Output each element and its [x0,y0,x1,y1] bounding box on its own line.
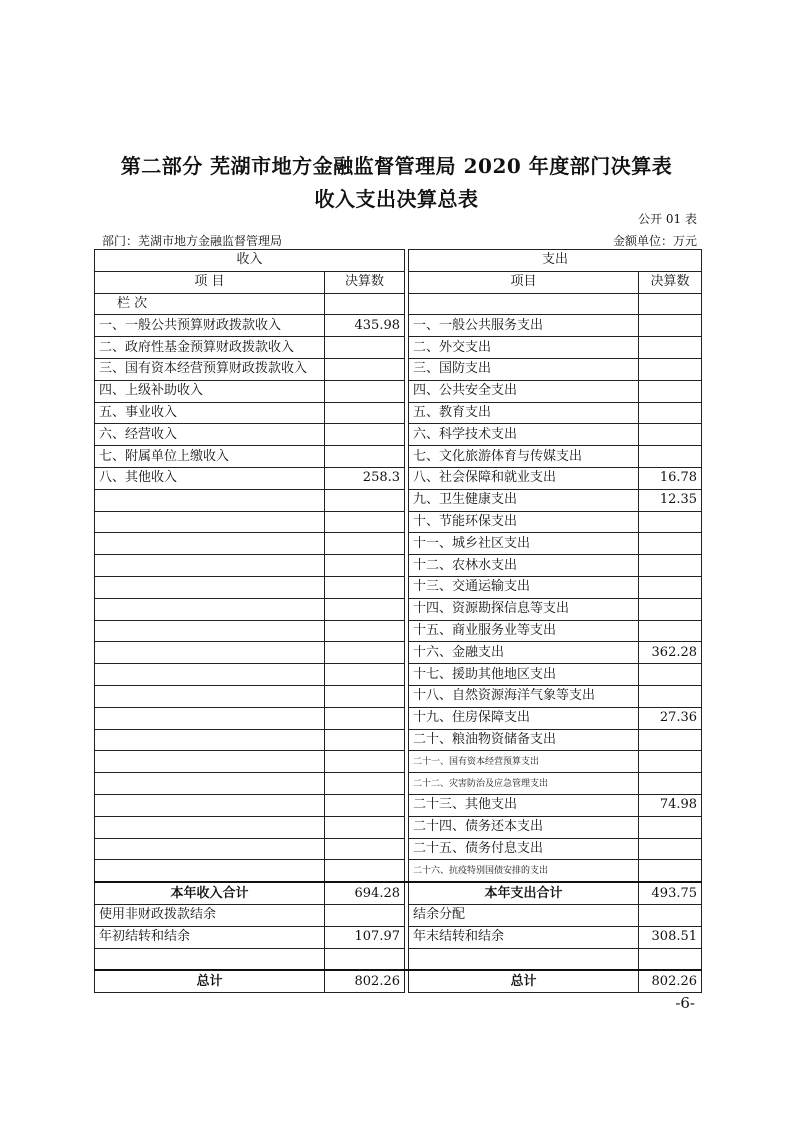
expense-item-cell: 十九、住房保障支出 [409,707,639,729]
income-amount-cell [325,489,405,511]
year-total-row [95,882,702,904]
expense-item-cell: 十、节能环保支出 [409,511,639,533]
expense-item-cell: 二十六、抗疫特别国债安排的支出 [409,860,639,882]
income-item-cell [95,642,325,664]
expense-amount-cell [639,816,702,838]
expense-item-cell: 二十四、债务还本支出 [409,816,639,838]
table-row [95,664,702,686]
table-row [95,729,702,751]
expense-amount-cell [639,904,702,926]
column-index-cell [639,293,702,315]
income-amount-cell [325,773,405,795]
income-amount-cell [325,838,405,860]
expense-item-cell: 本年支出合计 [409,882,639,904]
income-item-cell: 八、其他收入 [95,467,325,489]
table-title: 收入支出决算总表 [314,187,479,211]
income-item-cell [95,511,325,533]
expense-amount-cell: 802.26 [639,970,702,992]
table-row [95,315,702,337]
expense-item-cell: 五、教育支出 [409,402,639,424]
expense-item-cell: 十七、援助其他地区支出 [409,664,639,686]
expense-amount-cell: 362.28 [639,642,702,664]
unit-label: 金额单位：万元 [612,234,697,248]
income-item-cell: 二、政府性基金预算财政拨款收入 [95,337,325,359]
income-amount-cell: 258.3 [325,467,405,489]
expense-item-cell: 十六、金融支出 [409,642,639,664]
table-row [95,402,702,424]
expense-item-cell: 二十二、灾害防治及应急管理支出 [409,773,639,795]
income-amount-cell [325,555,405,577]
expense-header: 支出 [409,250,702,272]
table-row [95,533,702,555]
expense-item-cell: 八、社会保障和就业支出 [409,467,639,489]
page-number: -6- [675,994,695,1012]
expense-amount-cell: 308.51 [639,926,702,948]
table-row [95,511,702,533]
income-item-cell [95,555,325,577]
expense-amount-cell [639,685,702,707]
income-amount-cell: 802.26 [325,970,405,992]
table-row [95,424,702,446]
expense-item-cell: 总计 [409,970,639,992]
table-row [95,598,702,620]
income-item-cell: 使用非财政拨款结余 [95,904,325,926]
income-header: 收入 [95,250,405,272]
income-amount-cell [325,816,405,838]
expense-amount-cell [639,337,702,359]
expense-amount-cell [639,380,702,402]
grand-total-row [95,970,702,992]
table-row [95,467,702,489]
column-index-cell [409,293,639,315]
expense-amount-cell [639,511,702,533]
income-amount-cell [325,620,405,642]
table-row [95,358,702,380]
income-amount-cell [325,424,405,446]
expense-amount-cell: 12.35 [639,489,702,511]
income-amount-cell [325,948,405,970]
income-item-cell: 本年收入合计 [95,882,325,904]
income-amount-cell [325,337,405,359]
income-amount-cell [325,685,405,707]
expense-item-cell [409,948,639,970]
income-amount-cell [325,729,405,751]
expense-amount-cell [639,838,702,860]
income-amount-cell [325,904,405,926]
expense-item-cell: 三、国防支出 [409,358,639,380]
department-label: 部门：芜湖市地方金融监督管理局 [102,234,283,248]
income-amount-cell [325,664,405,686]
document-title: 第二部分 芜湖市地方金融监督管理局 2020 年度部门决算表 [120,154,673,178]
table-row [95,816,702,838]
table-row [95,751,702,773]
income-amount-cell [325,794,405,816]
table-row [95,620,702,642]
expense-item-cell: 十四、资源勘探信息等支出 [409,598,639,620]
expense-item-cell: 十一、城乡社区支出 [409,533,639,555]
income-item-cell [95,533,325,555]
expense-amount-cell [639,555,702,577]
expense-amount-cell [639,446,702,468]
income-item-cell: 六、经营收入 [95,424,325,446]
expense-item-cell: 二十五、债务付息支出 [409,838,639,860]
expense-item-cell: 十八、自然资源海洋气象等支出 [409,685,639,707]
income-item-cell [95,773,325,795]
table-row [95,707,702,729]
table-row [95,838,702,860]
income-item-cell: 总计 [95,970,325,992]
expense-item-cell: 结余分配 [409,904,639,926]
income-item-cell [95,729,325,751]
expense-amount-cell [639,424,702,446]
balance-row [95,948,702,970]
table-row [95,794,702,816]
income-item-cell: 一、一般公共预算财政拨款收入 [95,315,325,337]
expense-amount-cell: 493.75 [639,882,702,904]
expense-amount-header: 决算数 [639,271,702,293]
expense-amount-cell [639,402,702,424]
expense-amount-cell [639,751,702,773]
expense-item-header: 项目 [409,271,639,293]
income-item-cell [95,860,325,882]
expense-amount-cell [639,620,702,642]
income-amount-header: 决算数 [325,271,405,293]
table-row [95,685,702,707]
income-amount-cell [325,576,405,598]
expense-item-cell: 十二、农林水支出 [409,555,639,577]
column-index-label: 栏 次 [95,293,325,315]
income-amount-cell [325,446,405,468]
expense-amount-cell [639,315,702,337]
income-item-cell: 四、上级补助收入 [95,380,325,402]
expense-item-cell: 二十一、国有资本经营预算支出 [409,751,639,773]
expense-item-cell: 十三、交通运输支出 [409,576,639,598]
income-amount-cell [325,358,405,380]
table-row [95,489,702,511]
income-amount-cell [325,707,405,729]
expense-amount-cell: 74.98 [639,794,702,816]
income-item-cell [95,489,325,511]
expense-item-cell: 七、文化旅游体育与传媒支出 [409,446,639,468]
expense-amount-cell: 16.78 [639,467,702,489]
income-amount-cell [325,402,405,424]
income-item-cell: 年初结转和结余 [95,926,325,948]
table-row [95,642,702,664]
table-row [95,446,702,468]
balance-row [95,926,702,948]
form-number: 公开 01 表 [638,212,697,226]
income-amount-cell: 694.28 [325,882,405,904]
income-amount-cell [325,511,405,533]
column-index-cell [325,293,405,315]
expense-amount-cell [639,729,702,751]
income-item-cell [95,751,325,773]
expense-amount-cell: 27.36 [639,707,702,729]
income-amount-cell [325,860,405,882]
income-item-cell: 五、事业收入 [95,402,325,424]
table-row [95,860,702,882]
expense-amount-cell [639,664,702,686]
expense-item-cell: 十五、商业服务业等支出 [409,620,639,642]
income-expense-table [94,249,702,993]
expense-item-cell: 二十三、其他支出 [409,794,639,816]
expense-item-cell: 九、卫生健康支出 [409,489,639,511]
income-item-cell: 七、附属单位上缴收入 [95,446,325,468]
expense-item-cell: 二十、粮油物资储备支出 [409,729,639,751]
income-amount-cell [325,380,405,402]
income-item-cell: 三、国有资本经营预算财政拨款收入 [95,358,325,380]
balance-row [95,904,702,926]
income-amount-cell: 435.98 [325,315,405,337]
expense-item-cell: 二、外交支出 [409,337,639,359]
income-item-header: 项 目 [95,271,325,293]
expense-amount-cell [639,576,702,598]
expense-item-cell: 年末结转和结余 [409,926,639,948]
income-amount-cell [325,642,405,664]
income-amount-cell [325,533,405,555]
income-item-cell [95,838,325,860]
income-item-cell [95,794,325,816]
income-item-cell [95,707,325,729]
table-row [95,576,702,598]
income-item-cell [95,948,325,970]
income-item-cell [95,816,325,838]
expense-amount-cell [639,533,702,555]
table-row [95,380,702,402]
expense-amount-cell [639,948,702,970]
income-amount-cell [325,751,405,773]
income-item-cell [95,685,325,707]
income-item-cell [95,664,325,686]
expense-item-cell: 一、一般公共服务支出 [409,315,639,337]
table-row [95,555,702,577]
table-row [95,773,702,795]
expense-amount-cell [639,598,702,620]
expense-item-cell: 六、科学技术支出 [409,424,639,446]
table-row [95,337,702,359]
expense-amount-cell [639,860,702,882]
income-item-cell [95,576,325,598]
expense-item-cell: 四、公共安全支出 [409,380,639,402]
income-amount-cell [325,598,405,620]
income-item-cell [95,598,325,620]
expense-amount-cell [639,773,702,795]
income-amount-cell: 107.97 [325,926,405,948]
income-item-cell [95,620,325,642]
expense-amount-cell [639,358,702,380]
